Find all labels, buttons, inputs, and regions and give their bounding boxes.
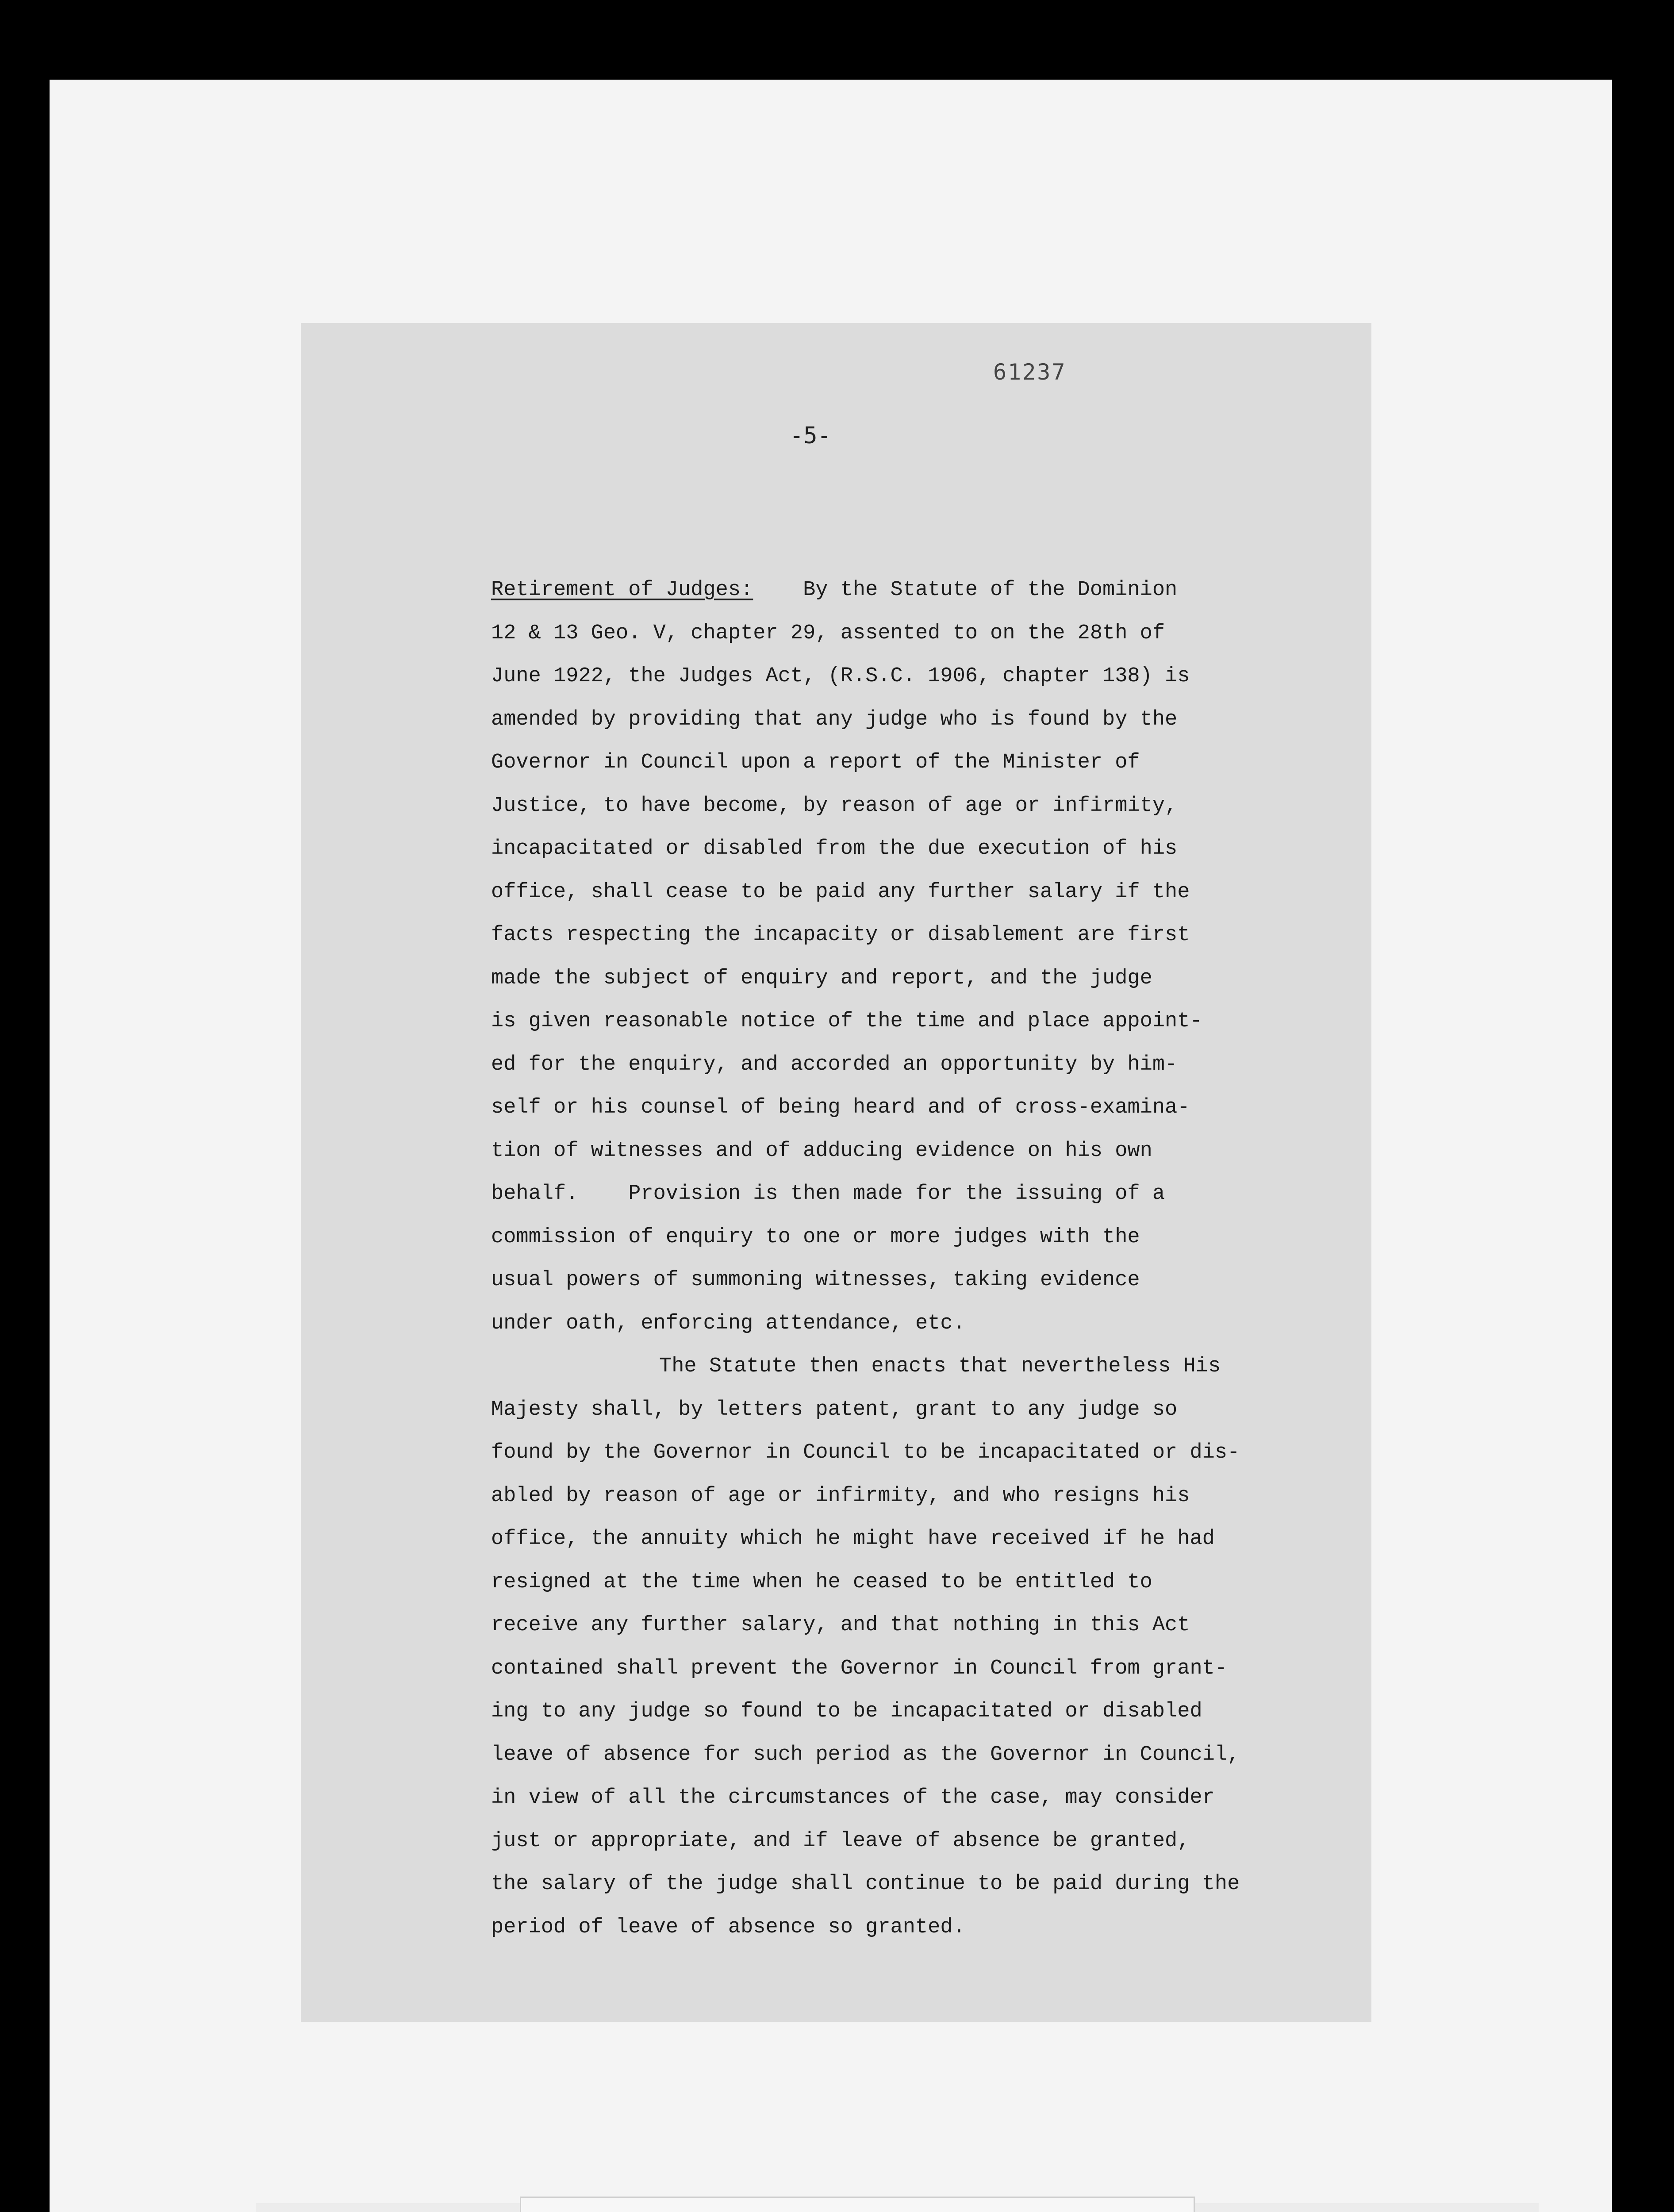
text-line: just or appropriate, and if leave of absence be granted, [491, 1829, 1190, 1853]
text-line: incapacitated or disabled from the due execution of his [491, 837, 1178, 860]
text-line: The Statute then enacts that nevertheless His [659, 1355, 1221, 1378]
text-line: office, the annuity which he might have received if he had [491, 1527, 1215, 1551]
text-line: June 1922, the Judges Act, (R.S.C. 1906, chapter 138) is [491, 664, 1190, 688]
text-line: is given reasonable notice of the time and place appoint- [491, 1010, 1202, 1033]
text-line: receive any further salary, and that nothing in this Act [491, 1613, 1190, 1637]
text-line: the salary of the judge shall continue to be paid during the [491, 1872, 1240, 1896]
text-line: period of leave of absence so granted. [491, 1915, 965, 1939]
document-body [491, 568, 1318, 1949]
text-line: Majesty shall, by letters patent, grant to any judge so [491, 1398, 1178, 1421]
text-line: tion of witnesses and of adducing evidence on his own [491, 1139, 1152, 1163]
text-line: Governor in Council upon a report of the Minister of [491, 751, 1140, 774]
text-line: By the Statute of the Dominion [753, 578, 1178, 602]
text-line: found by the Governor in Council to be incapacitated or dis- [491, 1441, 1240, 1464]
text-line: Justice, to have become, by reason of age or infirmity, [491, 794, 1178, 818]
text-line: commission of enquiry to one or more judges with the [491, 1225, 1140, 1249]
text-line: behalf. Provision is then made for the issuing of a [491, 1182, 1165, 1206]
document-number: 61237 [993, 359, 1067, 385]
text-line: made the subject of enquiry and report, and the judge [491, 966, 1152, 990]
text-line: ing to any judge so found to be incapacitated or disabled [491, 1700, 1202, 1723]
text-line: resigned at the time when he ceased to be entitled to [491, 1570, 1152, 1594]
text-line: office, shall cease to be paid any further salary if the [491, 880, 1190, 904]
section-heading: Retirement of Judges: [491, 578, 753, 602]
text-line: leave of absence for such period as the Governor in Council, [491, 1743, 1240, 1767]
text-line: abled by reason of age or infirmity, and who resigns his [491, 1484, 1190, 1508]
paragraph-1-first-line [491, 568, 1318, 612]
text-line: 12 & 13 Geo. V, chapter 29, assented to on the 28th of [491, 621, 1165, 645]
text-line: contained shall prevent the Governor in Council from grant- [491, 1656, 1228, 1680]
text-line: amended by providing that any judge who is found by the [491, 707, 1178, 731]
text-line: under oath, enforcing attendance, etc. [491, 1311, 965, 1335]
collection-reference-box [520, 2197, 1195, 2212]
text-line: usual powers of summoning witnesses, taking evidence [491, 1268, 1140, 1292]
text-line: in view of all the circumstances of the case, may consider [491, 1786, 1215, 1809]
text-line: ed for the enquiry, and accorded an opportunity by him- [491, 1052, 1178, 1076]
page-number: -5- [790, 422, 831, 449]
text-line: facts respecting the incapacity or disablement are first [491, 923, 1190, 947]
text-line: self or his counsel of being heard and of cross-examina- [491, 1096, 1190, 1119]
